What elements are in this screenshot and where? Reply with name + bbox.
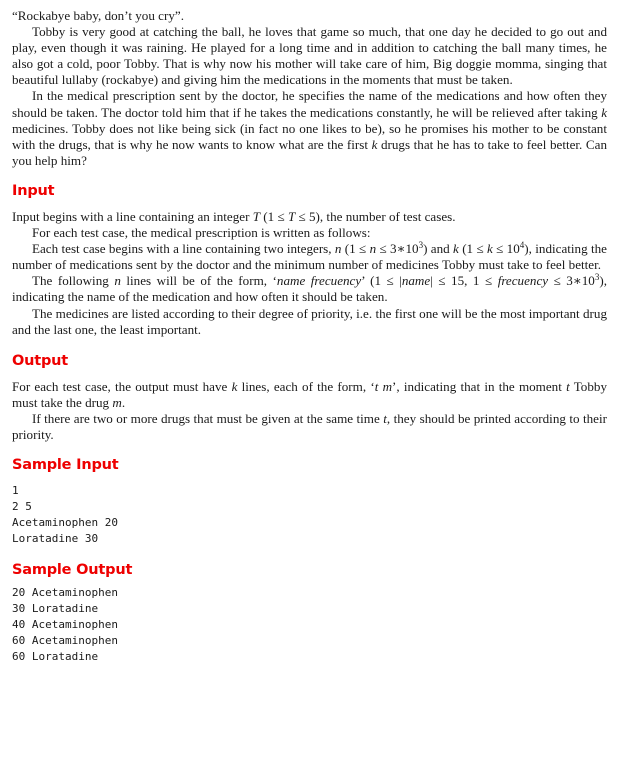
output-heading: Output — [12, 352, 69, 369]
output-section — [12, 352, 607, 443]
input-paragraph-priority: The medicines are listed according to their degree of priority, i.e. the first one will be the most important drug and the last one, the least important. — [12, 305, 607, 337]
input-paragraph-lines-form: The following n lines will be of the form, ‘name frecuency’ (1 ≤ |name| ≤ 15, 1 ≤ frecuency ≤ $3∗10^3$), indicating the name of the medication and how often it should be taken. — [12, 272, 607, 305]
input-section — [12, 182, 607, 338]
sample-output-block — [12, 585, 607, 665]
sample-input-line: 1 — [12, 484, 19, 498]
opening-quote: “Rockabye baby, don’t you cry”. — [12, 8, 184, 23]
sample-output-line: 60 Loratadine — [12, 650, 99, 664]
sample-input-section — [12, 456, 607, 547]
sample-input-line: 2 5 — [12, 500, 32, 514]
input-paragraph-prescription: For each test case, the medical prescription is written as follows: — [32, 225, 371, 241]
sample-input-line: Acetaminophen 20 — [12, 516, 118, 530]
sample-input-block — [12, 483, 607, 547]
input-paragraph-n-k: Each test case begins with a line containing two integers, n $(1 \le n \le 3∗10^3)$ and k $(1 \le k \le 10^4)$, indicating the number of medications sent by the doctor and the minimum number of medicines Tobby must take to feel better. — [12, 240, 607, 273]
sample-output-heading: Sample Output — [12, 562, 133, 579]
sample-input-heading: Sample Input — [12, 457, 119, 474]
output-paragraph-format: For each test case, the output must have k lines, each of the form, ‘t m’, indicating that in the moment t Tobby must take the drug m. — [12, 378, 607, 410]
sample-input-line: Loratadine 30 — [12, 532, 99, 546]
sample-output-section — [12, 561, 607, 665]
input-heading: Input — [12, 182, 55, 199]
task-paragraph: In the medical prescription sent by the doctor, he specifies the name of the medications and how often they should be taken. The doctor told him that if he takes the medications constantly, he will be relieved after taking k medicines. Tobby does not like being sick (in fact no one likes to be), so he promises his mother to be constant with the drugs, that is why he now wants to know what are the first k drugs that he has to take to feel better. Can you help him? — [12, 88, 607, 168]
output-paragraph-ties: If there are two or more drugs that must be given at the same time t, they should be printed according to their priority. — [12, 410, 607, 442]
sample-output-line: 30 Loratadine — [12, 602, 99, 616]
sample-output-line: 20 Acetaminophen — [12, 586, 118, 600]
story-paragraph: Tobby is very good at catching the ball, he loves that game so much, that one day he decided to go out and play, even though it was raining. He played for a long time and in addition to catching the ball many times, he also got a cold, poor Tobby. That is why now his mother will take care of him, Big doggie momma, singing that beautiful lullaby (rockabye) and giving him the medications in the moments that must be taken. — [12, 24, 607, 88]
sample-output-line: 40 Acetaminophen — [12, 618, 118, 632]
input-paragraph-test-cases: Input begins with a line containing an integer T (1 ≤ T ≤ 5), the number of test cases. — [12, 208, 456, 224]
statement-section — [12, 8, 607, 169]
sample-output-line: 60 Acetaminophen — [12, 634, 118, 648]
